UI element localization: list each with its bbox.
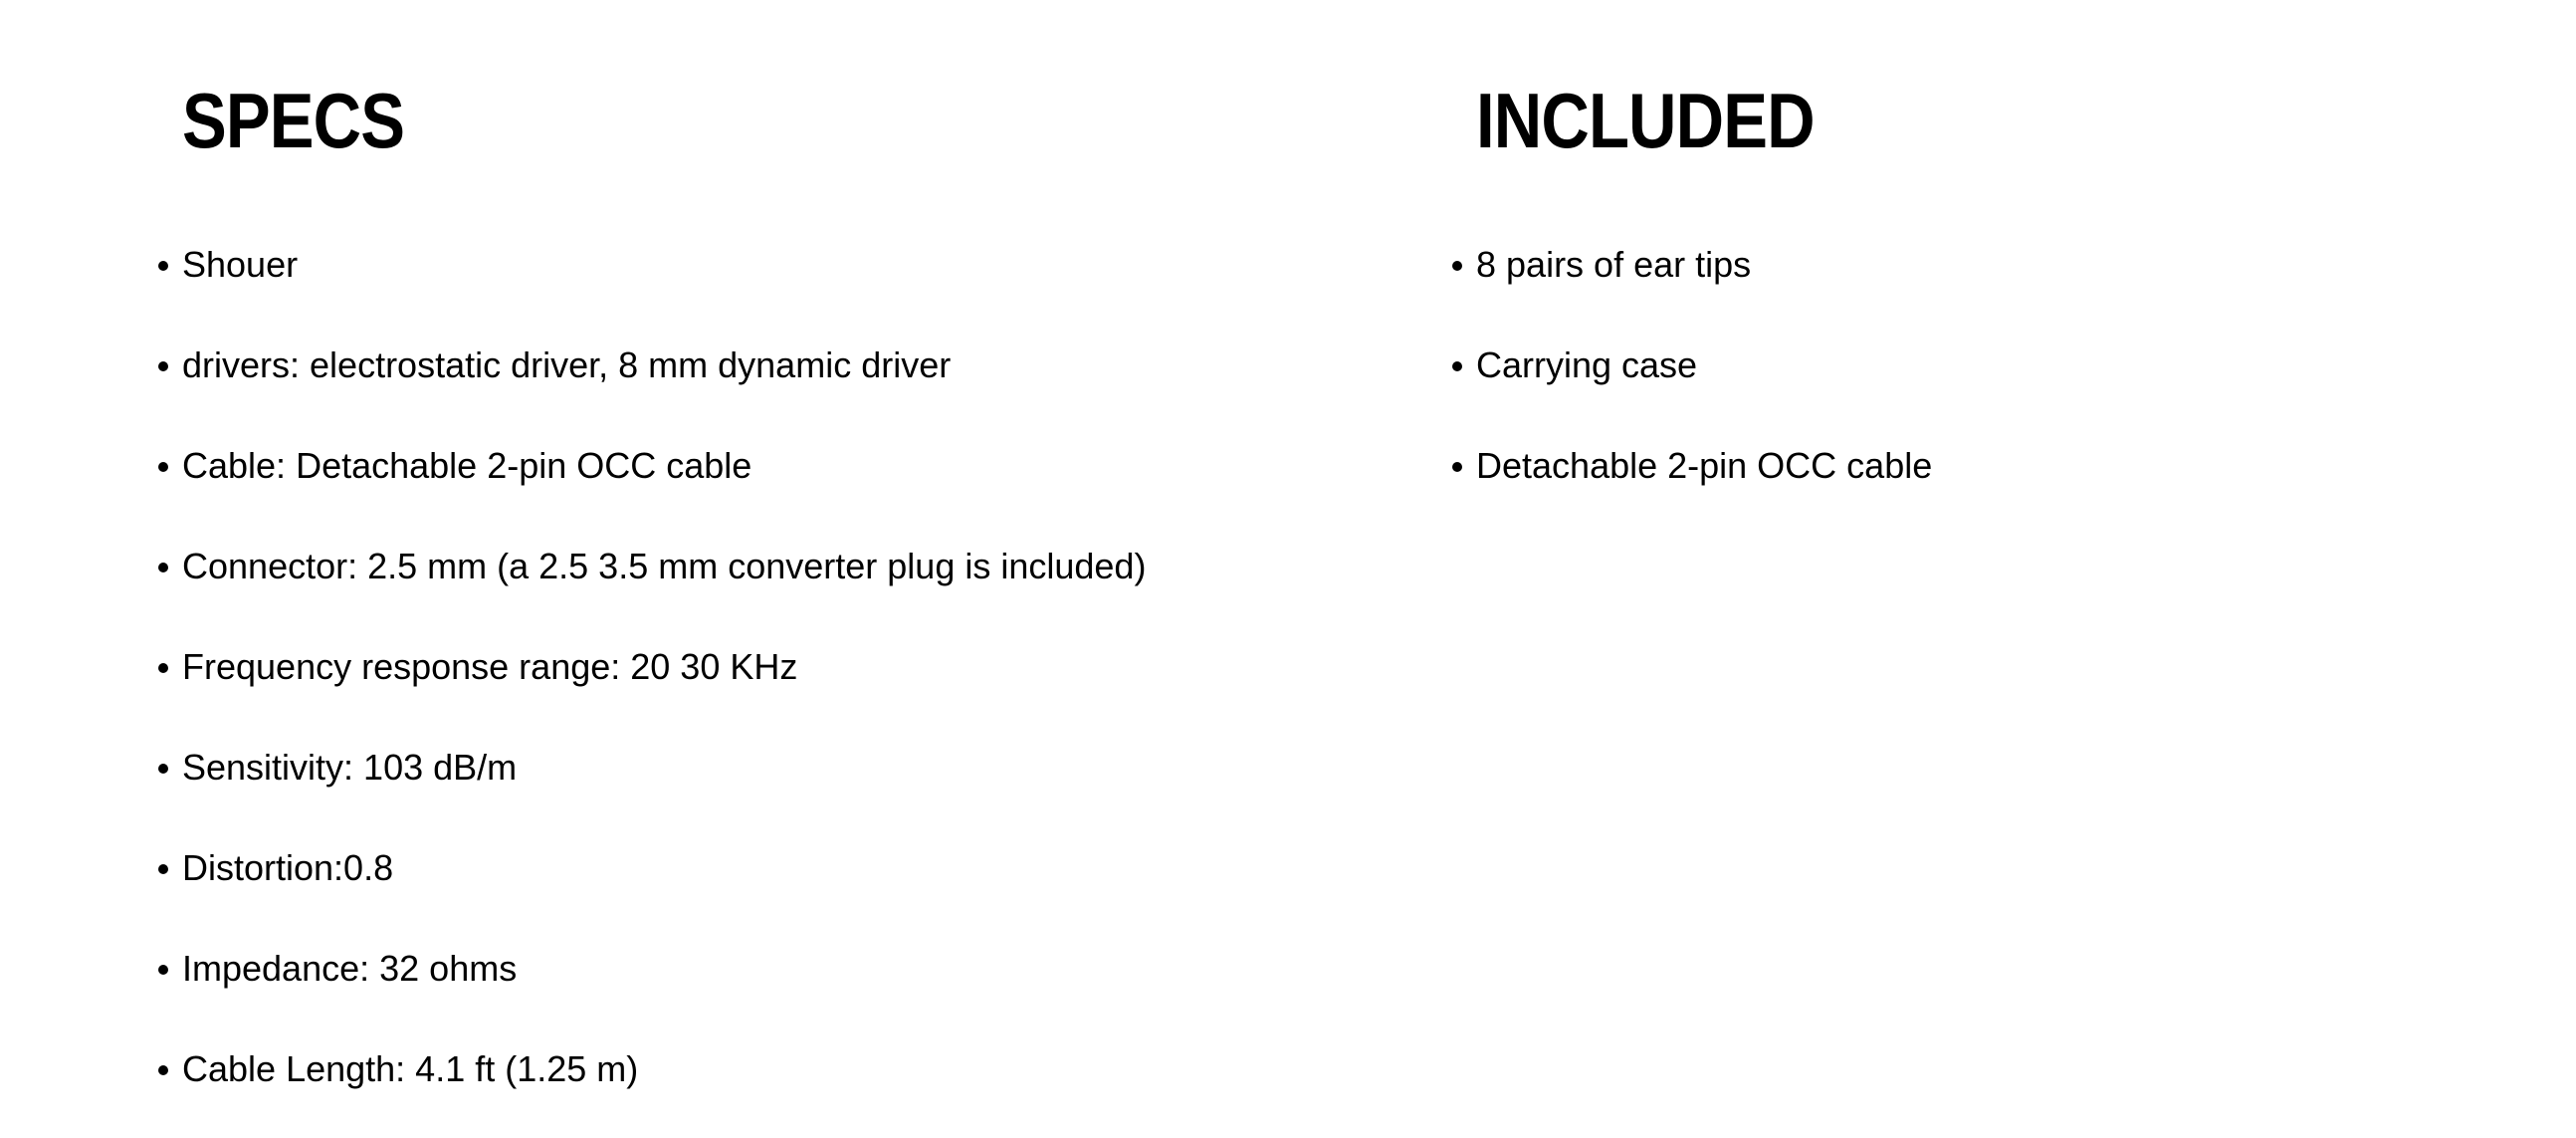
specs-heading: SPECS — [182, 77, 405, 164]
list-item-text: Cable Length: 4.1 ft (1.25 m) — [182, 1048, 639, 1089]
list-item-text: Detachable 2-pin OCC cable — [1476, 445, 1933, 486]
list-item-text: Shouer — [182, 244, 299, 285]
list-item-text: Frequency response range: 20 30 KHz — [182, 646, 798, 687]
bullet-icon — [158, 764, 168, 774]
bullet-icon — [158, 1065, 168, 1075]
list-item-text: Distortion:0.8 — [182, 847, 394, 888]
bullet-icon — [1452, 462, 1462, 472]
bullet-icon — [158, 864, 168, 874]
list-item — [182, 434, 1146, 535]
list-item — [182, 736, 1146, 836]
list-item-text: Carrying case — [1476, 344, 1698, 385]
bullet-icon — [158, 361, 168, 371]
bullet-icon — [158, 462, 168, 472]
bullet-icon — [158, 663, 168, 673]
list-item — [182, 937, 1146, 1037]
list-item-text: Connector: 2.5 mm (a 2.5 3.5 mm converter plug is included) — [182, 546, 1147, 586]
list-item — [182, 836, 1146, 937]
list-item — [182, 535, 1146, 635]
list-item-text: Impedance: 32 ohms — [182, 948, 518, 989]
bullet-icon — [1452, 261, 1462, 271]
list-item — [1476, 434, 1932, 535]
bullet-icon — [158, 965, 168, 975]
list-item — [1476, 233, 1932, 334]
list-item — [182, 334, 1146, 434]
specs-list — [182, 233, 1146, 1138]
list-item — [1476, 334, 1932, 434]
bullet-icon — [158, 563, 168, 572]
included-heading: INCLUDED — [1476, 77, 1815, 164]
list-item-text: drivers: electrostatic driver, 8 mm dynamic driver — [182, 344, 952, 385]
included-list — [1476, 233, 1932, 535]
list-item-text: Sensitivity: 103 dB/m — [182, 747, 518, 788]
bullet-icon — [158, 261, 168, 271]
bullet-icon — [1452, 361, 1462, 371]
list-item — [182, 635, 1146, 736]
list-item — [182, 233, 1146, 334]
list-item-text: 8 pairs of ear tips — [1476, 244, 1752, 285]
list-item — [182, 1037, 1146, 1138]
list-item-text: Cable: Detachable 2-pin OCC cable — [182, 445, 752, 486]
